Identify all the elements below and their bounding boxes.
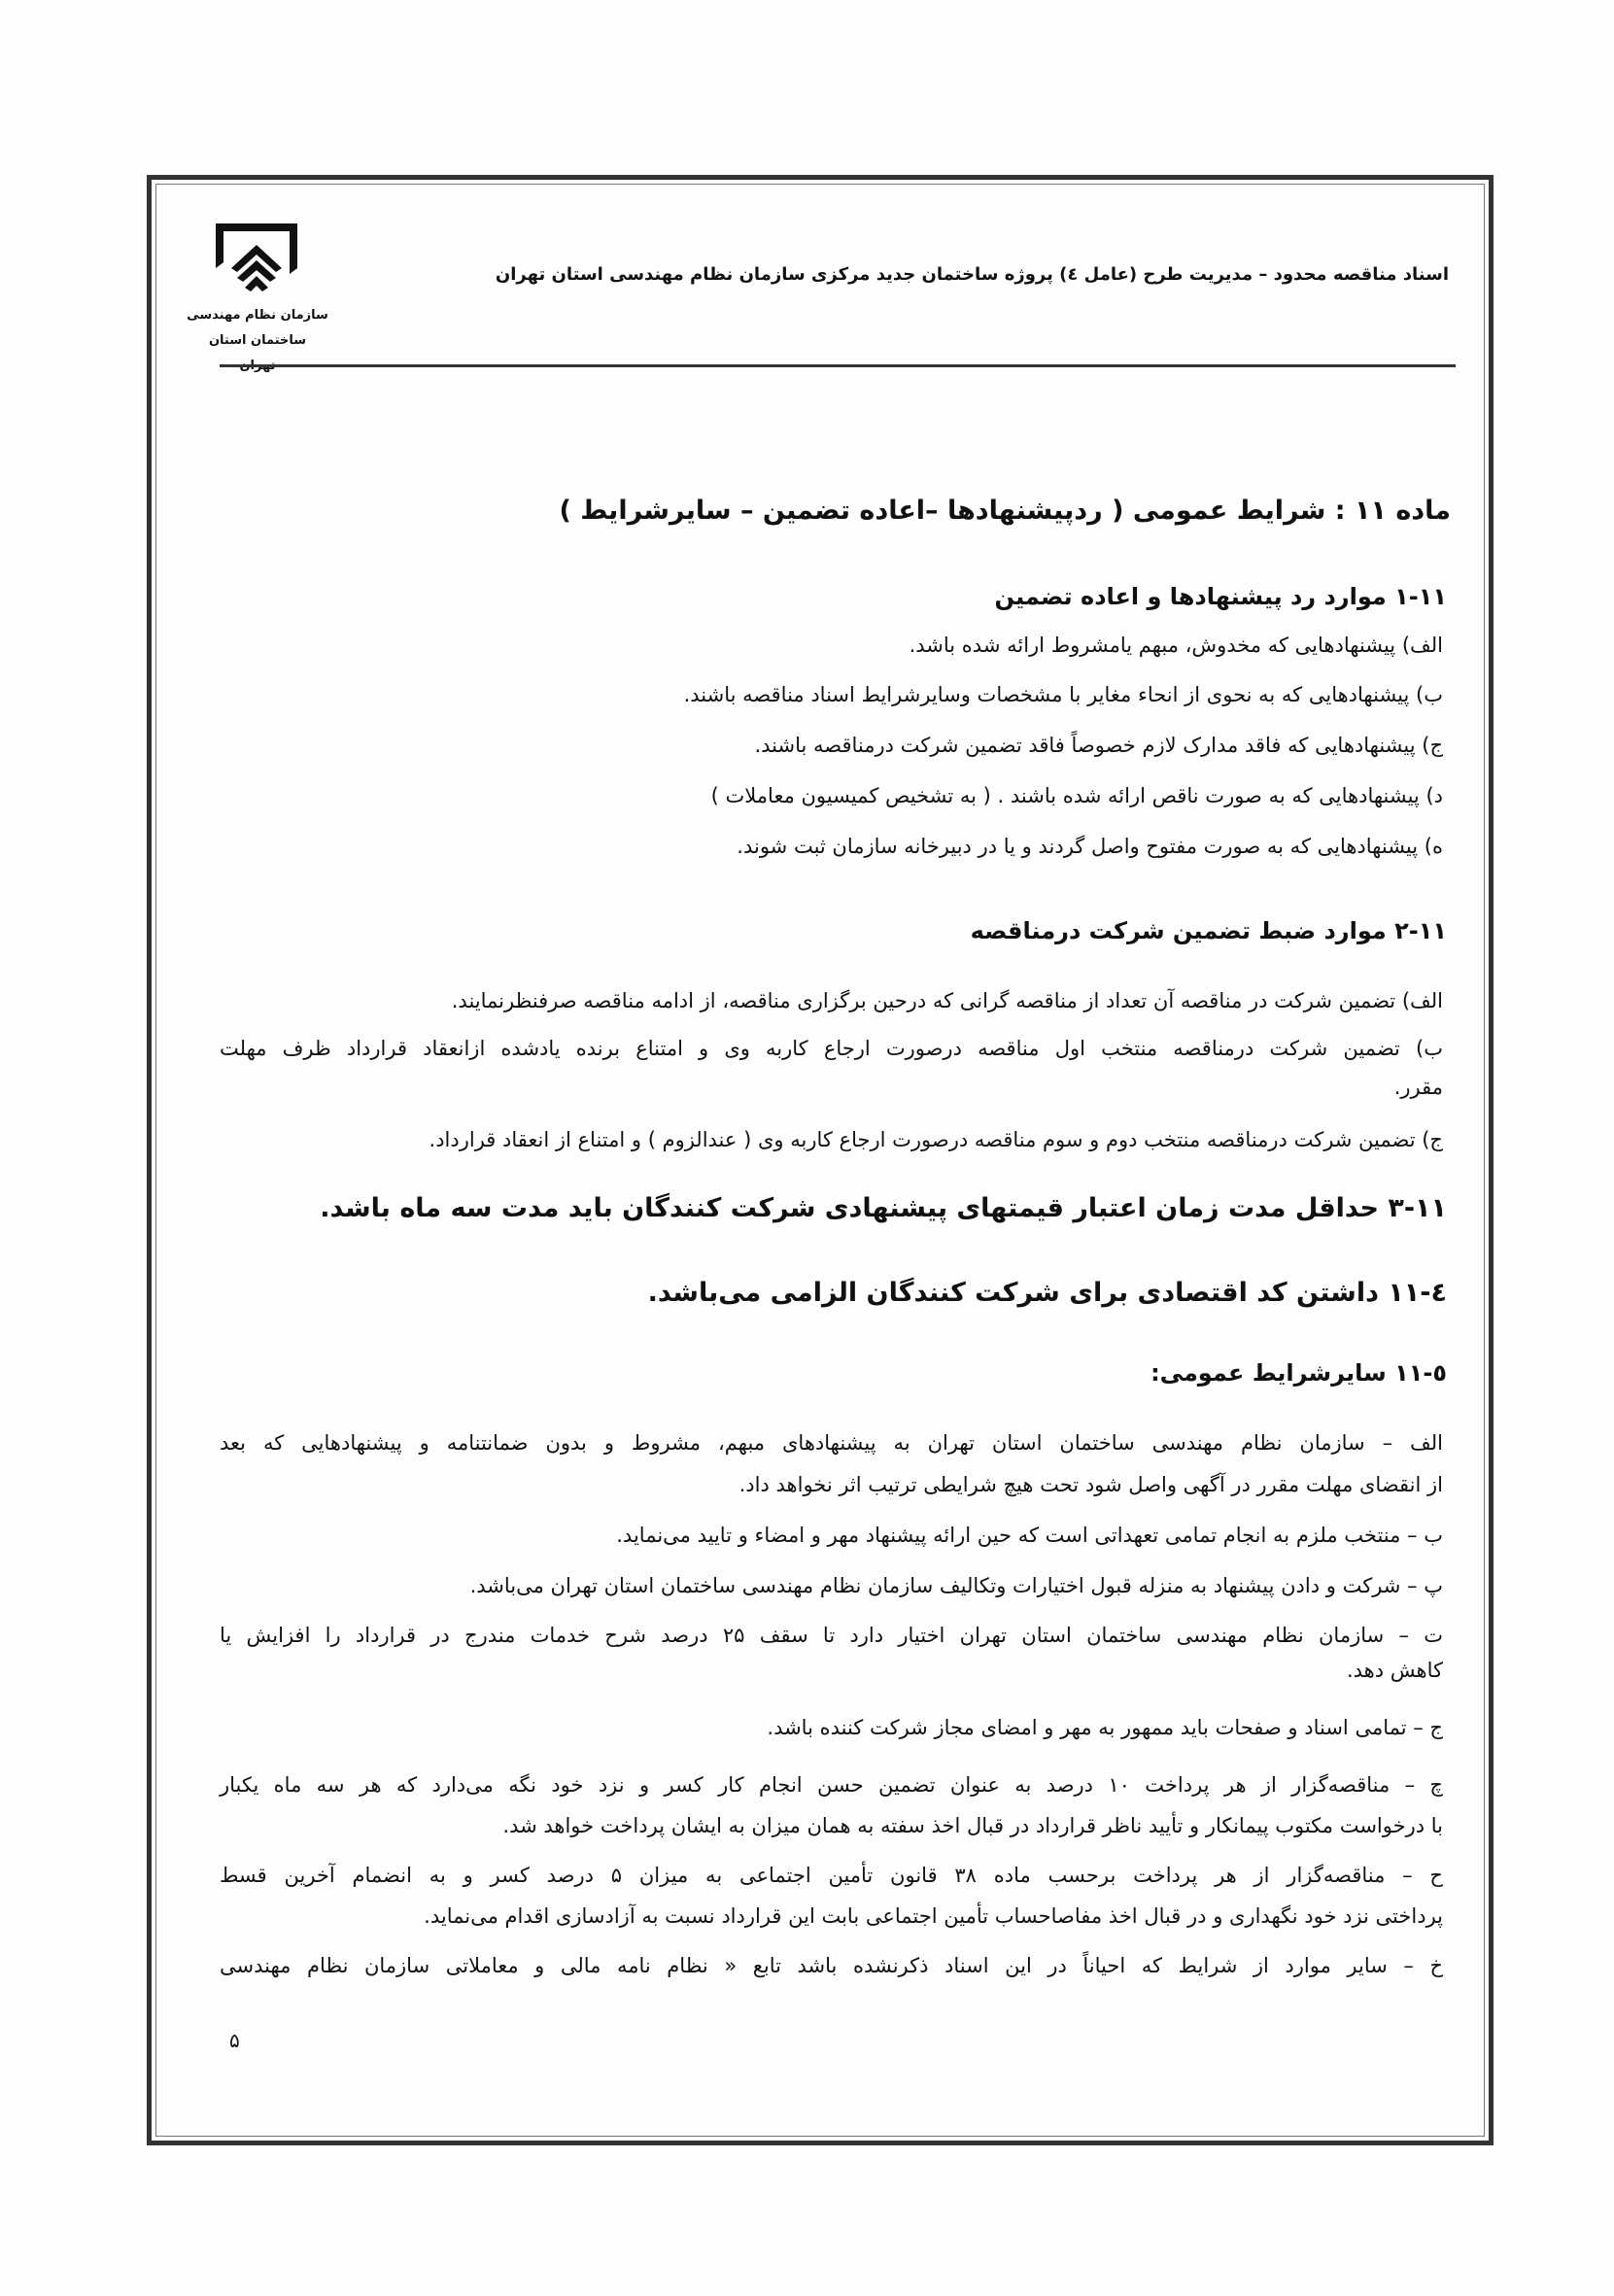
paragraph-line: الف) پیشنهادهایی که مخدوش، مبهم یامشروط ارائه شده باشد.: [909, 634, 1443, 657]
paragraph-line: الف – سازمان نظام مهندسی ساختمان استان تهران به پیشنهادهای مبهم، مشروط و بدون ضمانتنامه و پیشنهادهایی که بعد: [220, 1431, 1443, 1455]
organization-logo-icon: [212, 220, 301, 297]
paragraph-line: از انقضای مهلت مقرر در آگهی واصل شود تحت هیچ شرایطی ترتیب اثر نخواهد داد.: [738, 1473, 1443, 1496]
paragraph-line: خ – سایر موارد از شرایط که احیاناً در این اسناد ذکرنشده باشد تابع « نظام نامه مالی و معاملاتی سازمان نظام مهندسی: [220, 1954, 1443, 1977]
section-heading: ماده ۱۱ : شرایط عمومی ( ردپیشنهادها –اعاده تضمین – سایرشرایط ): [559, 496, 1451, 526]
paragraph-line: با درخواست مکتوب پیمانکار و تأیید ناظر قرارداد در قبال اخذ سفته به همان میزان به ایشان پرداخت خواهد شد.: [502, 1814, 1443, 1837]
paragraph-line: د) پیشنهادهایی که به صورت ناقص ارائه شده باشند . ( به تشخیص کمیسیون معاملات ): [710, 784, 1443, 807]
header-divider: [220, 364, 1456, 367]
paragraph-line: ب) پیشنهادهایی که به نحوی از انحاء مغایر با مشخصات وسایرشرایط اسناد مناقصه باشند.: [683, 683, 1443, 706]
section-heading: ٥-۱۱ سایرشرایط عمومی:: [1150, 1359, 1447, 1387]
paragraph-line: کاهش دهد.: [1346, 1659, 1443, 1682]
section-heading: ۱-۱۱ موارد رد پیشنهادها و اعاده تضمین: [994, 583, 1447, 610]
paragraph-line: ج) پیشنهادهایی که فاقد مدارک لازم خصوصاً فاقد تضمین شرکت درمناقصه باشند.: [754, 734, 1443, 757]
paragraph-line: چ – مناقصه‌گزار از هر پرداخت ۱۰ درصد به عنوان تضمین حسن انجام کار کسر و نزد خود نگه می‌دارد که هر سه ماه یکبار: [220, 1773, 1443, 1797]
section-heading: ۲-۱۱ موارد ضبط تضمین شرکت درمناقصه: [970, 917, 1447, 944]
paragraph-line: الف) تضمین شرکت در مناقصه آن تعداد از مناقصه گرانی که درحین برگزاری مناقصه، از ادامه مناقصه صرفنظرنمایند.: [451, 989, 1443, 1012]
logo-caption: [160, 303, 355, 379]
page-number: ۵: [229, 2029, 240, 2052]
paragraph-line: پ – شرکت و دادن پیشنهاد به منزله قبول اختیارات وتکالیف سازمان نظام مهندسی ساختمان استان تهران می‌باشد.: [469, 1574, 1443, 1597]
document-header-title: اسناد مناقصه محدود – مدیریت طرح (عامل ٤) پروژه ساختمان جدید مرکزی سازمان نظام مهندسی استان تهران: [495, 264, 1449, 285]
paragraph-line: ت – سازمان نظام مهندسی ساختمان استان تهران اختیار دارد تا سقف ۲۵ درصد شرح خدمات مندرج در قرارداد را افزایش یا: [220, 1624, 1443, 1647]
paragraph-line: پرداختی نزد خود نگهداری و در قبال اخذ مفاصاحساب تأمین اجتماعی بابت این قرارداد نسبت به آزادسازی اقدام می‌نماید.: [424, 1904, 1443, 1928]
paragraph-line: ج – تمامی اسناد و صفحات باید ممهور به مهر و امضای مجاز شرکت کننده باشد.: [767, 1716, 1443, 1739]
paragraph-line: ه) پیشنهادهایی که به صورت مفتوح واصل گردند و یا در دبیرخانه سازمان ثبت شوند.: [737, 835, 1443, 858]
paragraph-line: ب) تضمین شرکت درمناقصه منتخب اول مناقصه درصورت ارجاع کاربه وی و امتناع برنده یادشده ازانعقاد قرارداد ظرف مهلت: [220, 1037, 1443, 1060]
section-heading: ٤-۱۱ داشتن کد اقتصادی برای شرکت کنندگان الزامی می‌باشد.: [647, 1278, 1447, 1308]
paragraph-line: ح – مناقصه‌گزار از هر پرداخت برحسب ماده ۳۸ قانون تأمین اجتماعی به میزان ۵ درصد کسر و به انضمام آخرین قسط: [220, 1864, 1443, 1887]
paragraph-line: ج) تضمین شرکت درمناقصه منتخب دوم و سوم مناقصه درصورت ارجاع کاربه وی ( عندالزوم ) و امتناع از انعقاد قرارداد.: [429, 1128, 1443, 1151]
paragraph-line: مقرر.: [1393, 1076, 1443, 1099]
page-border-inner: [155, 184, 1485, 2137]
section-heading: ۳-۱۱ حداقل مدت زمان اعتبار قیمتهای پیشنهادی شرکت کنندگان باید مدت سه ماه باشد.: [320, 1193, 1447, 1223]
paragraph-line: ب – منتخب ملزم به انجام تمامی تعهداتی است که حین ارائه پیشنهاد مهر و امضاء و تایید می‌نماید.: [616, 1524, 1443, 1547]
logo-caption-line1: سازمان نظام مهندسی ساختمان استان: [187, 308, 328, 348]
